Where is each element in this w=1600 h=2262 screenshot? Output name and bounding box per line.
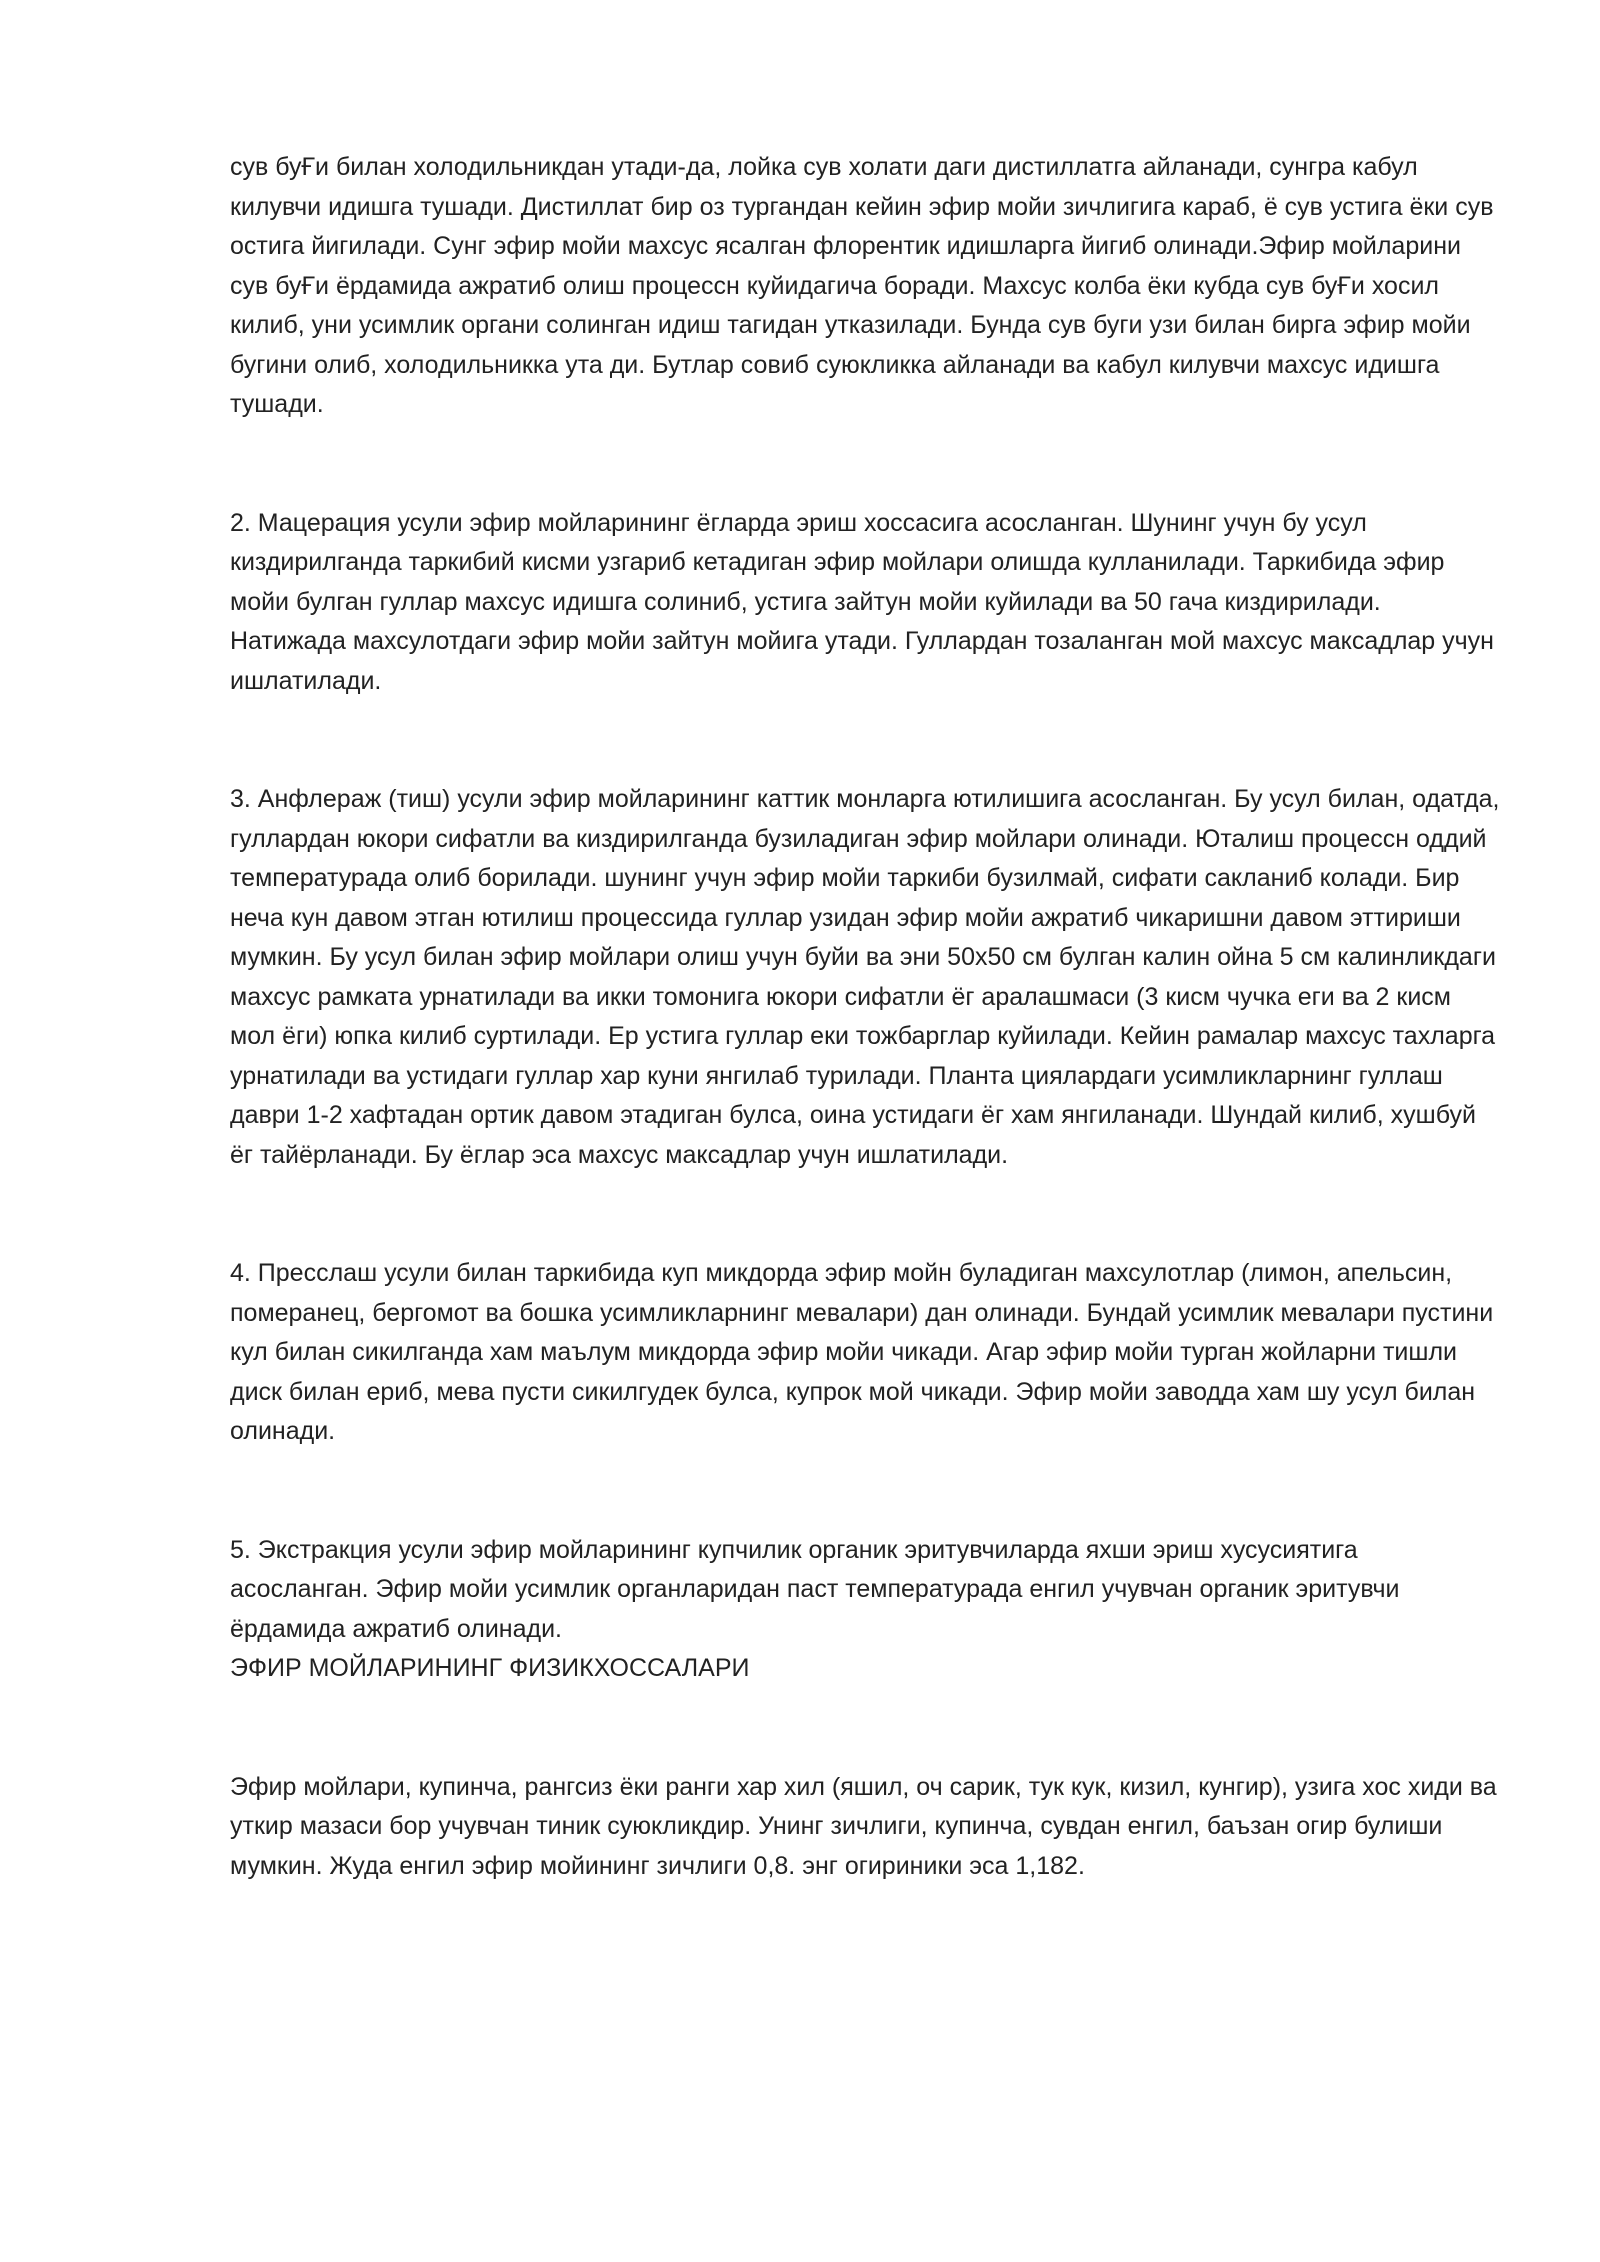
paragraph-enfleurage: 3. Анфлераж (тиш) усули эфир мойларининг каттик монларга ютилишига асосланган. Бу усул билан, одатда, гуллардан юкори сифатли ва киздирилганда бузиладиган эфир мойлари олинади. Юталиш процессн оддий температурада олиб борилади. шунинг учун эфир мойи таркиби бузилмай, сифати сакланиб колади. Бир неча кун давом этган ютилиш процессида гуллар узидан эфир мойи ажратиб чикаришни давом эттириши мумкин. Бу усул билан эфир мойлари олиш учун буйи ва эни 50х50 см булган калин ойна 5 см калинликдаги махсус рамката урнатилади ва икки томонига юкори сифатли ёг аралашмаси (3 кисм чучка еги ва 2 кисм мол ёги) юпка килиб суртилади. Ер устига гуллар еки тожбарглар куйилади. Кейин рамалар махсус тахларга урнатилади ва устидаги гуллар хар куни янгилаб турилади. Планта циялардаги усимликларнинг гуллаш даври 1-2 хафтадан ортик давом этадиган булса, оина устидаги ёг хам янгиланади. Шундай килиб, хушбуй ёг тайёрланади. Бу ёглар эса махсус максадлар учун ишлатилади. [230, 785, 1500, 1169]
document-body [230, 148, 1500, 1886]
section-heading: ЭФИР МОЙЛАРИНИНГ ФИЗИКХОССАЛАРИ [230, 1654, 750, 1682]
paragraph-extraction: 5. Экстракция усули эфир мойларининг купчилик органик эритувчиларда яхши эриш хусусиятига асосланган. Эфир мойи усимлик органларидан паст температурада енгил учувчан органик эритувчи ёрдамида ажратиб олинади. [230, 1535, 1400, 1643]
paragraph-physical-properties: Эфир мойлари, купинча, рангсиз ёки ранги хар хил (яшил, оч сарик, тук кук, кизил, кунгир), узига хос хиди ва уткир мазаси бор учувчан тиник суюкликдир. Унинг зичлиги, купинча, сувдан енгил, баъзан огир булиши мумкин. Жуда енгил эфир мойининг зичлиги 0,8. энг огириники эса 1,182. [230, 1772, 1497, 1880]
paragraph-steam-distillation: сув буҒи билан холодильникдан утади-да, лойка сув холати даги дистиллатга айланади, сунгра кабул килувчи идишга тушади. Дистиллат бир оз тургандан кейин эфир мойи зичлигига караб, ё сув устига ёки сув остига йигилади. Сунг эфир мойи махсус ясалган флорентик идишларга йигиб олинади.Эфир мойларини сув буҒи ёрдамида ажратиб олиш процессн куйидагича боради. Махсус колба ёки кубда сув буҒи хосил килиб, уни усимлик органи солинган идиш тагидан утказилади. Бунда сув буги узи билан бирга эфир мойи бугини олиб, холодильникка ута ди. Бутлар совиб суюкликка айланади ва кабул килувчи махсус идишга тушади. [230, 153, 1494, 418]
paragraph-pressing: 4. Пресслаш усули билан таркибида куп микдорда эфир мойн буладиган махсулотлар (лимон, апельсин, померанец, бергомот ва бошка усимликларнинг мевалари) дан олинади. Бундай усимлик мевалари пустини кул билан сикилганда хам маълум микдорда эфир мойи чикади. Агар эфир мойи турган жойларни тишли диск билан ериб, мева пусти сикилгудек булса, купрок мой чикади. Эфир мойи заводда хам шу усул билан олинади. [230, 1259, 1494, 1445]
paragraph-maceration: 2. Мацерация усули эфир мойларининг ёгларда эриш хоссасига асосланган. Шунинг учун бу усул киздирилганда таркибий кисми узгариб кетадиган эфир мойлари олишда кулланилади. Таркибида эфир мойи булган гуллар махсус идишга солиниб, устига зайтун мойи куйилади ва 50 гача киздирилади. Натижада махсулотдаги эфир мойи зайтун мойига утади. Гуллардан тозаланган мой махсус максадлар учун ишлатилади. [230, 508, 1494, 695]
